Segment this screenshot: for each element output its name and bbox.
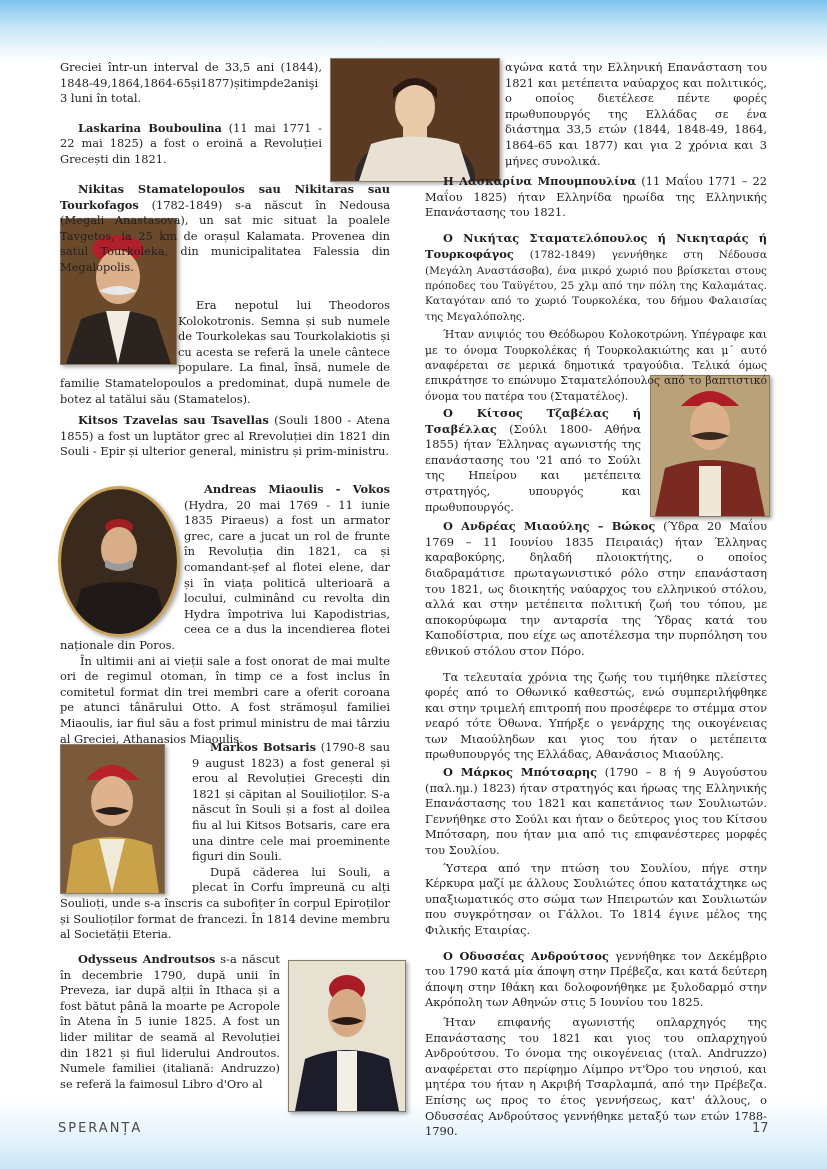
paragraph: Era nepotul lui Theodoros Kolokotronis. Semna și sub numele de Tourkolekas sau Tourkolakiotis și cu acesta se referă la unele cântece populare. La final, însă, numele de familie Stamatelopoulos a predominat, după numele de botez al tatălui său (Stamatelos). xyxy=(60,298,390,406)
magazine-title: SPERANȚA xyxy=(58,1121,143,1136)
page-number: 17 xyxy=(752,1121,769,1136)
name-bouboulina-gr: Η Λασκαρίνα Μπουμπουλίνα xyxy=(443,174,637,188)
paragraph: (Σούλι 1800- Αθήνα 1855) ήταν Έλληνας αγωνιστής της επανάστασης του '21 από το Σούλι της Ηπείρου και μετέπειτα στρατηγός, υπουργός και πρωθυπουργός. xyxy=(425,421,641,514)
name-botsaris: Markos Botsaris xyxy=(210,740,316,754)
name-bouboulina: Laskarina Bouboulina xyxy=(78,120,222,135)
name-androutsos-gr: Ο Οδυσσέας Ανδρούτσος xyxy=(443,948,609,963)
portrait-bouboulina xyxy=(330,58,500,182)
paragraph: (1782-1849) s-a născut în Nedousa (Megali Anastasova), un sat mic situat la poalele Tavgetos, la 25 km de orașul Kalamata. Provenea din satul Tourkoleka, din municipalitatea Falessia din Megalopolis. xyxy=(60,197,390,274)
left-column xyxy=(60,60,322,174)
left-column xyxy=(60,740,390,949)
name-nikitaras: Nikitas Stamatelopoulos sau Nikitaras sau Tourkofagos xyxy=(60,182,390,212)
name-miaoulis: Andreas Miaoulis - Vokos xyxy=(204,482,390,496)
name-nikitaras-gr: Ο Νικήτας Σταματελόπουλος ή Νικηταράς ή Τουρκοφάγος xyxy=(425,230,767,262)
paragraph: (11 Μαΐου 1771 – 22 Μαΐου 1825) ήταν Ελληνίδα ηρωίδα της Ελληνικής Επανάστασης του 1821. xyxy=(425,174,767,220)
paragraph: (Hydra, 20 mai 1769 - 11 iunie 1835 Piraeus) a fost un armator grec, care a jucat un rol de frunte în Revoluția din 1821, ca și comandant-șef al flotei elene, dar și în viața politică ulterioară a locului, culminând cu revolta din Hydra împotriva lui Kapodistrias, ceea ce a dus la incendierea flotei naționale din Poros. xyxy=(60,497,390,652)
paragraph: (Souli 1800 - Atena 1855) a fost un luptător grec al Rrevoluției din 1821 din Souli - Epir și ulterior general, ministru și prim-ministru. xyxy=(60,413,390,459)
paragraph: Greciei într-un interval de 33,5 ani (1844), 1848-49,1864,1864-65și1877)șitimpde2anişi 3 luni în total. xyxy=(60,60,322,106)
paragraph: (1790 – 8 ή 9 Αυγούστου (παλ.ημ.) 1823) ήταν στρατηγός και ήρωας της Ελληνικής Επανάστασης του 1821 και καπετάνιος των Σουλιωτών. Γεννήθηκε στο Σούλι και ήταν ο δεύτερος γιος του Κίτσου Μπότσαρη, που ήταν μια από τις επιφανέστερες μορφές του Σουλίου. xyxy=(425,765,767,858)
paragraph: Τα τελευταία χρόνια της ζωής του τιμήθηκε πλείστες φορές από το Οθωνικό καθεστώς, ενώ συμπεριλήφθηκε και στην τριμελή επιτροπή που προσέφερε το στέμμα στον νεαρό τότε Όθωνα. Υπήρξε ο γενάρχης της οικογένειας των Μιαούληδων και γιος του ήταν ο μετέπειτα πρωθυπουργός της Ελλάδας, Αθανάσιος Μιαούλης. xyxy=(425,669,767,762)
name-tzavelas: Kitsos Tzavelas sau Tsavellas xyxy=(78,413,269,428)
paragraph: În ultimii ani ai vieții sale a fost onorat de mai multe ori de regimul otoman, în timp ce a fost inclus în comitetul format din trei membri care a oferit coroana pe atunci tânărului Otto. A fost strămoșul familiei Miaoulis, iar fiul său a fost primul ministru de mai târziu al Greciei, Athanasios Miaoulis. xyxy=(60,653,390,746)
paragraph: Ύστερα από την πτώση του Σουλίου, πήγε στην Κέρκυρα μαζί με άλλους Σουλιώτες όπου κατατάχτηκε ως υπαξιωματικός στο σώμα των Ηπειρωτών και Σουλιωτών που συγκρότησαν οι Γάλλοι. Το 1814 έγινε μέλος της Φιλικής Εταιρίας. xyxy=(425,860,767,937)
paragraph: αγώνα κατά την Ελληνική Επανάσταση του 1821 και μετέπειτα ναύαρχος και πολιτικός, ο οποίος διετέλεσε πέντε φορές πρωθυπουργός της Ελλάδας σε ένα διάστημα 33,5 ετών (1844, 1848-49, 1864, 1864-65 και 1877) και για 2 χρόνια και 3 μήνες συνολικά. xyxy=(505,60,767,168)
right-column xyxy=(425,406,767,1146)
paragraph: s-a născut în decembrie 1790, după unii în Preveza, iar după alții în Ithaca și a fost bătut până la moarte pe Acropole în Atena în 5 iunie 1825. A fost un lider militar de seamă al Revoluției din 1821 și fiul liderului Androutos. Numele familiei (italiană: Andruzzo) se referă la faimosul Libro d'Oro al xyxy=(60,952,280,1091)
paragraph: Ήταν επιφανής αγωνιστής οπλαρχηγός της Επανάστασης του 1821 και γιος του οπλαρχηγού Ανδρούτσου. Το όνομα της οικογένειας (ιταλ. Andruzzo) αναφέρεται στο περίφημο Λίμπρο ντ'Όρο του νησιού, και μητέρα του ήταν η Ακριβή Τσαρλαμπά, από την Πρέβεζα. Επίσης ως προς το έτος γεννήσεως, κατ' άλλους, ο Οδυσσέας Ανδρούτσος γεννήθηκε μεταξύ των ετών 1788-1790. xyxy=(425,1014,767,1139)
name-androutsos: Odysseus Androutsos xyxy=(78,952,216,966)
name-miaoulis-gr: Ο Ανδρέας Μιαούλης – Βώκος xyxy=(443,519,656,534)
name-tzavelas-gr: Ο Κίτσος Τζαβέλας ή Τσαβέλλας xyxy=(425,406,641,436)
left-column xyxy=(60,482,390,753)
portrait-androutsos xyxy=(288,960,406,1112)
paragraph: (Ύδρα 20 Μαΐου 1769 – 11 Ιουνίου 1835 Πειραιάς) ήταν Έλληνας καραβοκύρης, δηλαδή πλοιοκτήτης, ο οποίος διαδραμάτισε πρωταγωνιστικό ρόλο στην επανάσταση του 1821, ως διοικητής ναύαρχος του ελληνικού στόλου, αλλά και στην μετέπειτα πολιτική ζωή του τόπου, με αποκορύφωμα την ανταρσία της Ύδρας κατά του Καποδίστρια, που είχε ως αποτέλεσμα την πυρπόληση του εθνικού στόλου στον Πόρο. xyxy=(425,519,767,658)
paragraph: După căderea lui Souli, a plecat în Corfu împreună cu alți Soulioți, unde s-a înscris ca subofițer în corpul Epiroților și Soulioților format de francezi. În 1814 devine membru al Societății Eteria. xyxy=(60,864,390,942)
paragraph: (1782-1849) γεννήθηκε στη Νέδουσα (Μεγάλη Αναστάσοβα), ένα μικρό χωριό που βρίσκεται στους πρόποδες του Ταϋγέτου, 25 χλμ από την πόλη της Καλαμάτας. Καταγόταν από το χωριό Τουρκολέκα, του δήμου Φαλαισίας της Μεγαλόπολης. xyxy=(425,249,767,323)
paragraph: γεννήθηκε τον Δεκέμβριο του 1790 κατά μία άποψη στην Πρέβεζα, και κατά δεύτερη άποψη στην Ιθάκη και δολοφονήθηκε με ξυλοδαρμό στην Ακρόπολη των Αθηνών στις 5 Ιουνίου του 1825. xyxy=(425,948,767,1010)
left-column xyxy=(60,298,390,466)
right-column xyxy=(425,174,767,412)
left-column xyxy=(60,952,280,1092)
paragraph: (11 mai 1771 - 22 mai 1825) a fost o eroină a Revoluției Grecești din 1821. xyxy=(60,120,322,166)
name-botsaris-gr: Ο Μάρκος Μπότσαρης xyxy=(443,765,598,780)
right-column xyxy=(505,60,767,175)
left-column xyxy=(60,182,390,276)
paragraph: (1790-8 sau 9 august 1823) a fost general și erou al Revoluției Grecești din 1821 și căpitan al Souilioților. S-a născut în Souli și a fost al doilea fiu al lui Kitsos Botsaris, care era una dintre cele mai proeminente figuri din Souli. xyxy=(192,740,390,864)
paragraph: Ήταν ανιψιός του Θεόδωρου Κολοκοτρώνη. Υπέγραφε και με το όνομα Τουρκολέκας ή Τουρκολακιώτης και μ΄ αυτό αναφέρεται σε μερικά δημοτικά τραγούδια. Τελικά όμως επικράτησε το επώνυμο Σταματελόπουλος από το βαπτιστικό όνομα του πατέρα του (Σταματέλος). xyxy=(425,328,767,403)
